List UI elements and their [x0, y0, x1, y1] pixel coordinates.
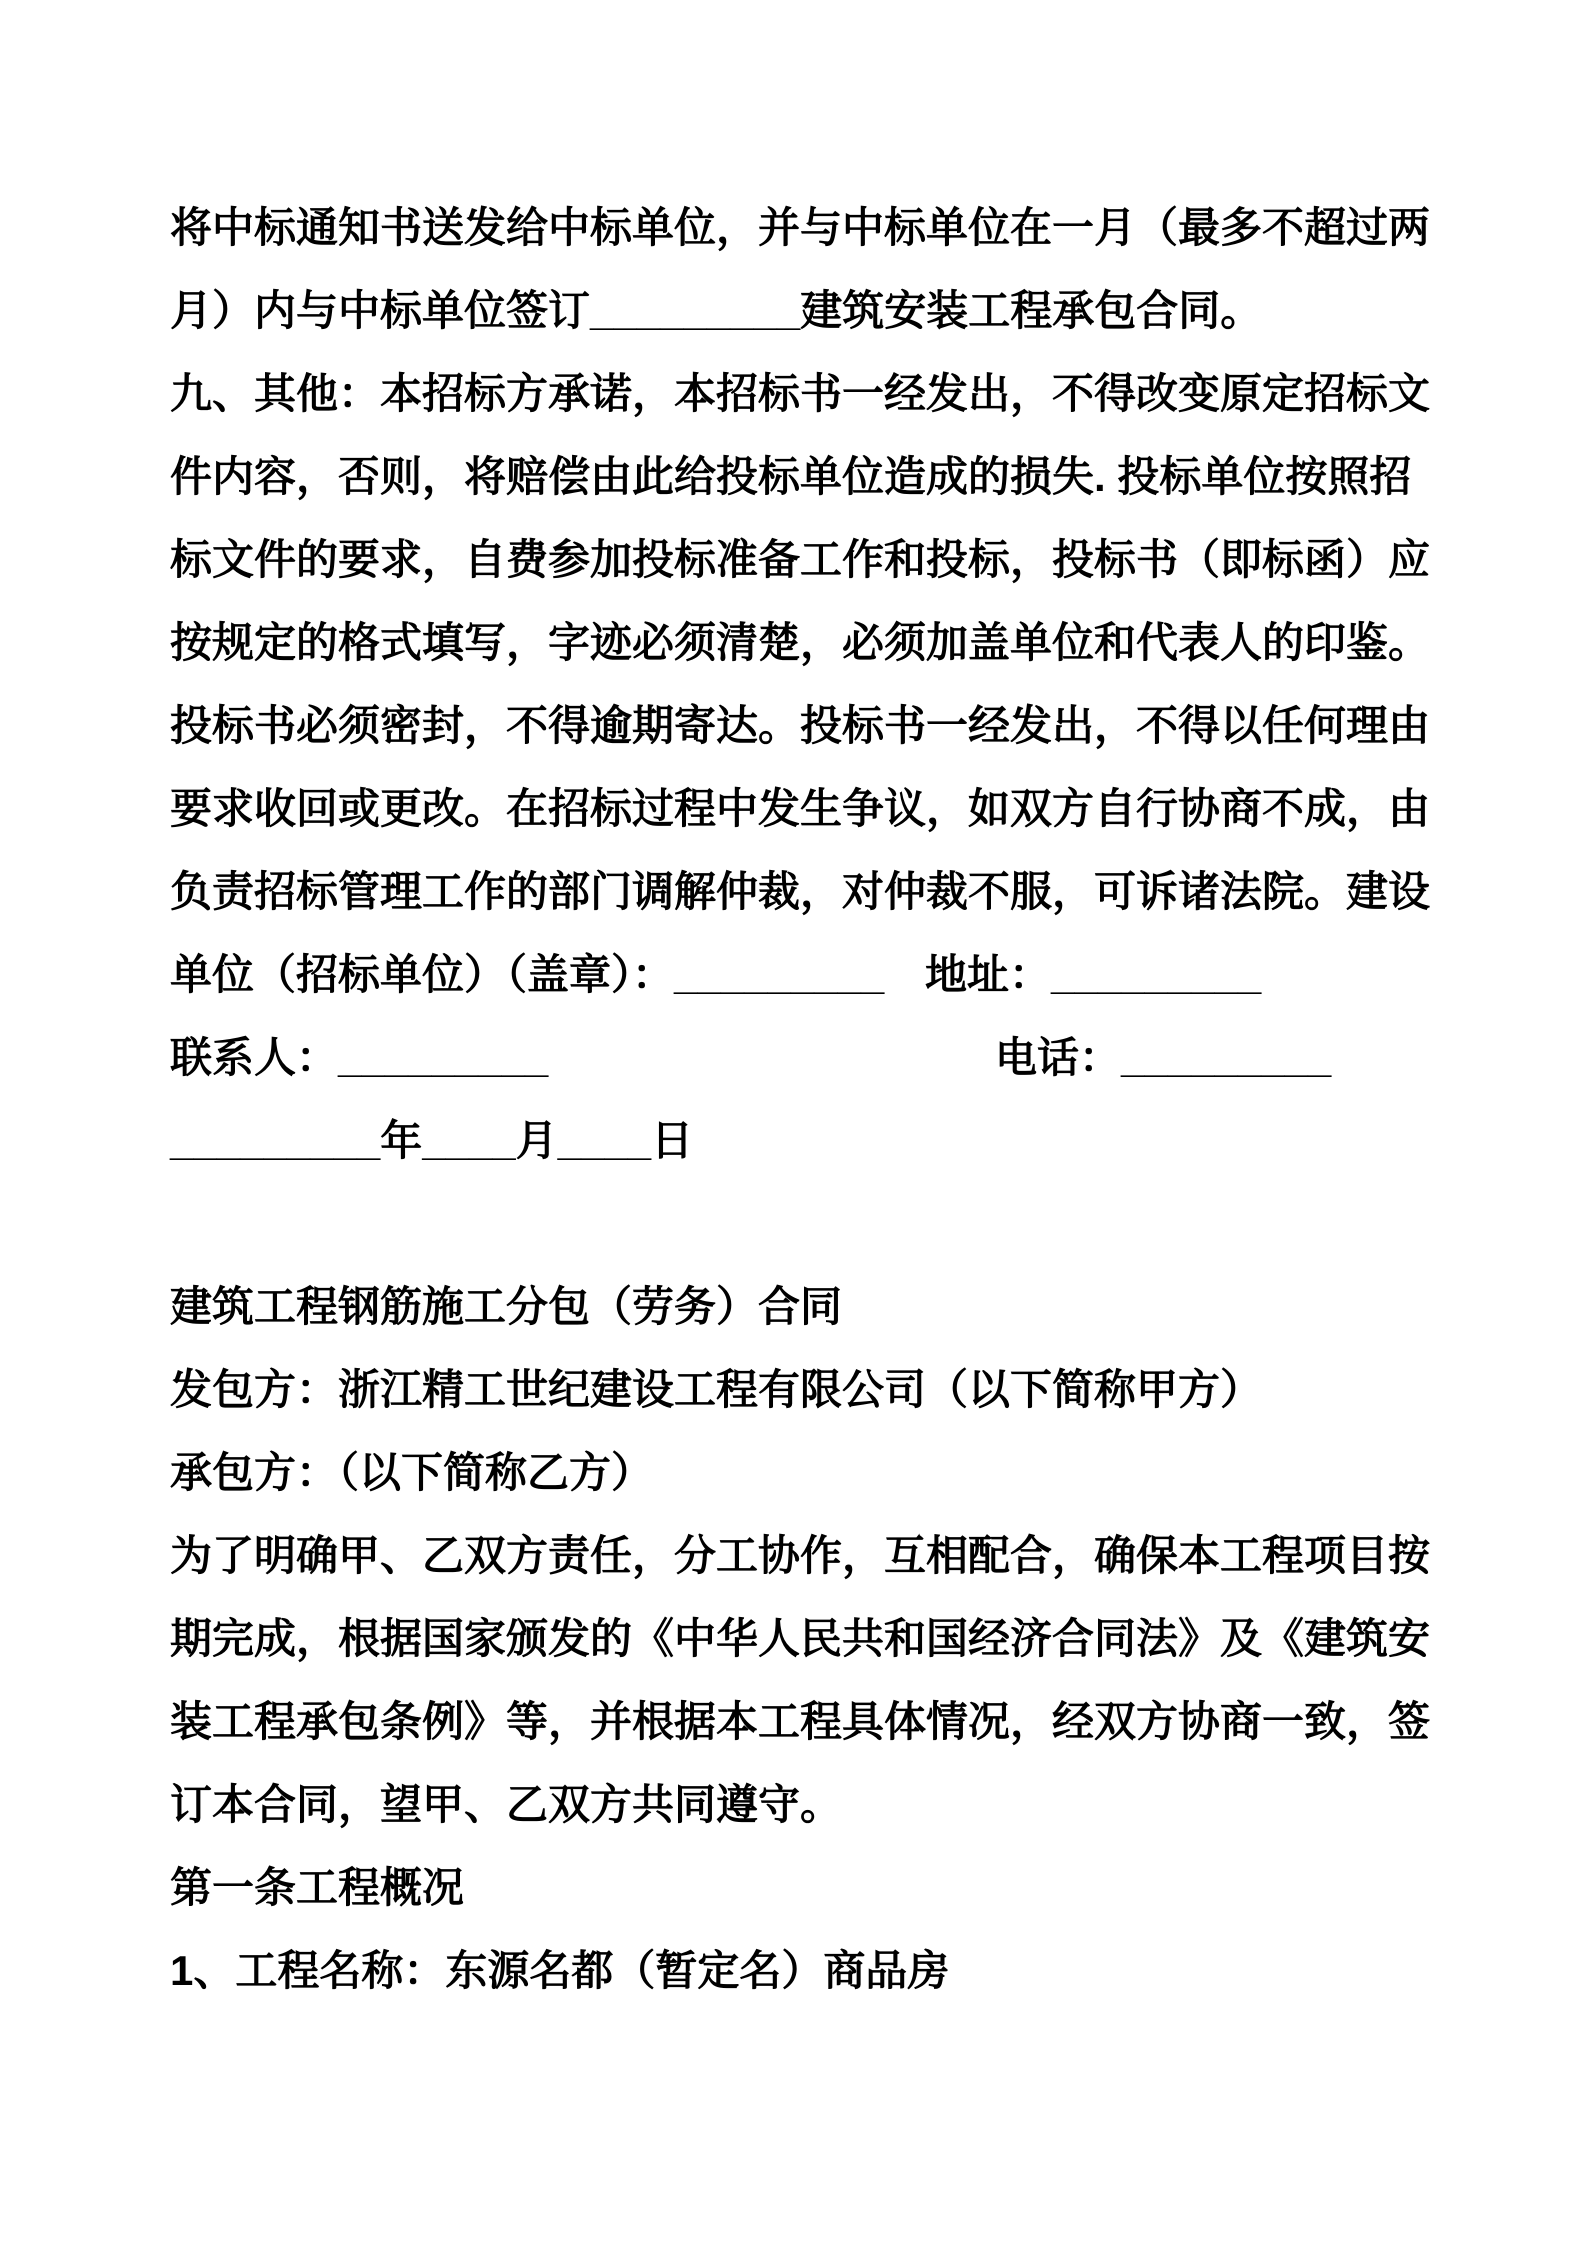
- clause-nine-line: 标文件的要求，自费参加投标准备工作和投标，投标书（即标函）应: [170, 536, 1431, 583]
- clause-nine-line: 负责招标管理工作的部门调解仲裁，对仲裁不服，可诉诸法院。建设: [170, 868, 1431, 915]
- article-one-item-project-name: 1、工程名称：东源名都（暂定名）商品房: [170, 1947, 950, 1994]
- phone-field: 电话：_________: [995, 1034, 1332, 1081]
- section-gap: [170, 1182, 1426, 1265]
- signature-date-line: _________年____月____日: [170, 1117, 694, 1164]
- subcontract-title: 建筑工程钢筋施工分包（劳务）合同: [170, 1283, 843, 1330]
- preamble-line: 订本合同，望甲、乙双方共同遵守。: [170, 1781, 843, 1828]
- paragraph-line: 将中标通知书送发给中标单位，并与中标单位在一月（最多不超过两: [170, 204, 1431, 251]
- clause-nine-line: 九、其他：本招标方承诺，本招标书一经发出，不得改变原定招标文: [170, 370, 1431, 417]
- clause-nine-line: 件内容，否则，将赔偿由此给投标单位造成的损失. 投标单位按照招: [170, 453, 1412, 500]
- article-one-heading: 第一条工程概况: [170, 1864, 465, 1911]
- clause-nine-line: 要求收回或更改。在招标过程中发生争议，如双方自行协商不成，由: [170, 785, 1431, 832]
- preamble-line: 为了明确甲、乙双方责任，分工协作，互相配合，确保本工程项目按: [170, 1532, 1431, 1579]
- contact-field: 联系人：_________: [170, 1034, 549, 1081]
- document-content: [170, 186, 1431, 2012]
- clause-nine-line: 投标书必须密封，不得逾期寄达。投标书一经发出，不得以任何理由: [170, 702, 1431, 749]
- party-a-line: 发包方：浙江精工世纪建设工程有限公司（以下简称甲方）: [170, 1366, 1263, 1413]
- preamble-line: 装工程承包条例》等，并根据本工程具体情况，经双方协商一致，签: [170, 1698, 1431, 1745]
- preamble-line: 期完成，根据国家颁发的《中华人民共和国经济合同法》及《建筑安: [170, 1615, 1431, 1662]
- party-b-line: 承包方：（以下简称乙方）: [170, 1449, 654, 1496]
- signature-unit-line: [170, 933, 1426, 1016]
- signature-contact-line: [170, 1016, 1426, 1099]
- unit-seal-field: 单位（招标单位）（盖章）：_________: [170, 951, 885, 998]
- clause-nine-line: 按规定的格式填写，字迹必须清楚，必须加盖单位和代表人的印鉴。: [170, 619, 1431, 666]
- paragraph-line-with-blank: 月）内与中标单位签订_________建筑安装工程承包合同。: [170, 287, 1263, 334]
- address-field: 地址：_________: [925, 951, 1262, 998]
